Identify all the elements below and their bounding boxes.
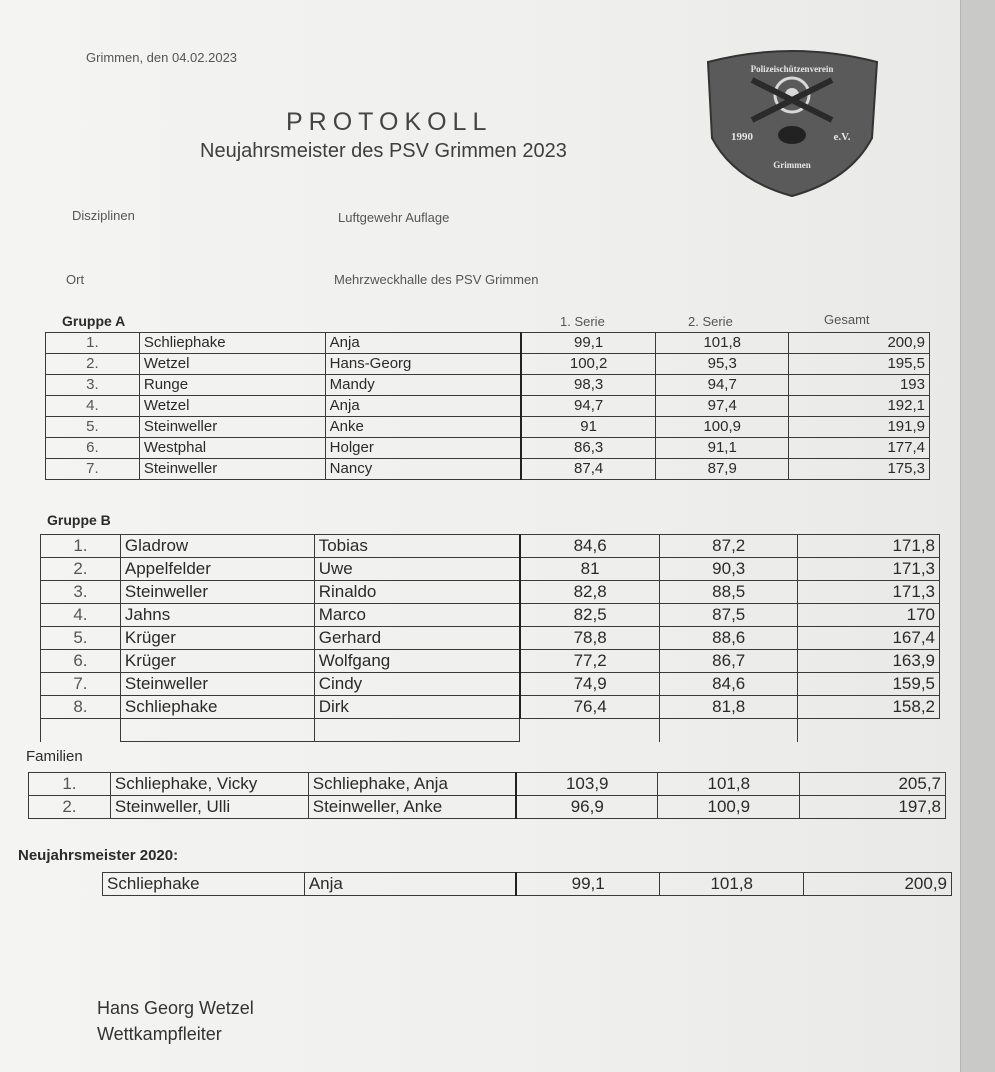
serie2-cell: 84,6 (660, 673, 798, 696)
serie2-cell: 88,5 (660, 581, 798, 604)
serie1-cell: 84,6 (520, 535, 660, 558)
logo-top-text: Polizeischützenverein (750, 64, 834, 74)
first-name-cell: Anja (325, 333, 521, 354)
table-row (46, 438, 930, 459)
table-row (29, 773, 946, 796)
last-name-cell: Steinweller, Ulli (110, 796, 308, 819)
table-row (41, 604, 940, 627)
empty-cell (314, 719, 520, 742)
group-a-title: Gruppe A (62, 313, 126, 329)
last-name-cell: Steinweller (139, 459, 325, 480)
empty-cell (520, 719, 660, 742)
table-row (46, 396, 930, 417)
first-name-cell: Rinaldo (314, 581, 520, 604)
total-cell: 197,8 (800, 796, 946, 819)
champion-title: Neujahrsmeister 2020: (18, 847, 179, 864)
champion-serie1: 99,1 (516, 873, 660, 896)
serie1-cell: 96,9 (516, 796, 658, 819)
club-logo (700, 40, 885, 200)
serie1-cell: 76,4 (520, 696, 660, 719)
families-title: Familien (26, 748, 83, 765)
last-name-cell: Steinweller (139, 417, 325, 438)
serie1-cell: 103,9 (516, 773, 658, 796)
serie2-cell: 95,3 (656, 354, 789, 375)
last-name-cell: Schliephake (120, 696, 314, 719)
table-row (46, 333, 930, 354)
serie2-cell: 81,8 (660, 696, 798, 719)
document-subtitle: Neujahrsmeister des PSV Grimmen 2023 (200, 140, 567, 162)
group-b-title: Gruppe B (47, 512, 111, 528)
last-name-cell: Westphal (139, 438, 325, 459)
last-name-cell: Appelfelder (120, 558, 314, 581)
empty-cell (798, 719, 940, 742)
first-name-cell: Nancy (325, 459, 521, 480)
table-row (29, 796, 946, 819)
serie1-cell: 91 (521, 417, 656, 438)
last-name-cell: Wetzel (139, 396, 325, 417)
serie2-cell: 97,4 (656, 396, 789, 417)
serie2-cell: 100,9 (658, 796, 800, 819)
last-name-cell: Runge (139, 375, 325, 396)
first-name-cell: Anke (325, 417, 521, 438)
table-row (46, 417, 930, 438)
rank-cell: 3. (46, 375, 140, 396)
rank-cell: 6. (41, 650, 121, 673)
first-name-cell: Holger (325, 438, 521, 459)
champion-first-name: Anja (304, 873, 516, 896)
last-name-cell: Schliephake, Vicky (110, 773, 308, 796)
total-cell: 171,8 (798, 535, 940, 558)
first-name-cell: Marco (314, 604, 520, 627)
last-name-cell: Steinweller (120, 673, 314, 696)
group-a-table (45, 332, 930, 480)
col-serie1-header: 1. Serie (560, 314, 605, 329)
table-row (46, 459, 930, 480)
serie1-cell: 82,5 (520, 604, 660, 627)
date-line: Grimmen, den 04.02.2023 (86, 50, 238, 65)
first-name-cell: Schliephake, Anja (308, 773, 516, 796)
group-b-table (40, 534, 940, 742)
logo-city: Grimmen (773, 160, 811, 170)
rank-cell: 6. (46, 438, 140, 459)
last-name-cell: Steinweller (120, 581, 314, 604)
table-row (41, 673, 940, 696)
last-name-cell: Schliephake (139, 333, 325, 354)
champion-last-name: Schliephake (103, 873, 305, 896)
rank-cell: 4. (41, 604, 121, 627)
serie1-cell: 100,2 (521, 354, 656, 375)
logo-ev: e.V. (833, 131, 851, 143)
total-cell: 171,3 (798, 581, 940, 604)
serie2-cell: 100,9 (656, 417, 789, 438)
rank-cell: 1. (46, 333, 140, 354)
rank-cell: 1. (41, 535, 121, 558)
discipline-label: Disziplinen (72, 208, 135, 223)
total-cell: 159,5 (798, 673, 940, 696)
table-row (46, 375, 930, 396)
serie1-cell: 81 (520, 558, 660, 581)
first-name-cell: Gerhard (314, 627, 520, 650)
place-value: Mehrzweckhalle des PSV Grimmen (334, 272, 539, 287)
total-cell: 192,1 (789, 396, 930, 417)
total-cell: 158,2 (798, 696, 940, 719)
serie1-cell: 86,3 (521, 438, 656, 459)
table-row (41, 650, 940, 673)
serie2-cell: 86,7 (660, 650, 798, 673)
first-name-cell: Hans-Georg (325, 354, 521, 375)
place-label: Ort (66, 272, 85, 287)
last-name-cell: Wetzel (139, 354, 325, 375)
table-row (41, 581, 940, 604)
rank-cell: 3. (41, 581, 121, 604)
empty-cell (660, 719, 798, 742)
serie2-cell: 91,1 (656, 438, 789, 459)
rank-cell: 1. (29, 773, 111, 796)
table-row (41, 535, 940, 558)
serie1-cell: 74,9 (520, 673, 660, 696)
col-total-header: Gesamt (824, 312, 870, 327)
total-cell: 191,9 (789, 417, 930, 438)
total-cell: 200,9 (789, 333, 930, 354)
first-name-cell: Uwe (314, 558, 520, 581)
total-cell: 175,3 (789, 459, 930, 480)
first-name-cell: Steinweller, Anke (308, 796, 516, 819)
table-row (41, 627, 940, 650)
table-row (41, 558, 940, 581)
families-table (28, 772, 946, 819)
serie2-cell: 87,5 (660, 604, 798, 627)
serie2-cell: 90,3 (660, 558, 798, 581)
serie2-cell: 87,9 (656, 459, 789, 480)
serie1-cell: 78,8 (520, 627, 660, 650)
discipline-value: Luftgewehr Auflage (338, 210, 450, 225)
signature-role: Wettkampfleiter (97, 1024, 222, 1044)
rank-cell: 2. (46, 354, 140, 375)
serie1-cell: 98,3 (521, 375, 656, 396)
champion-row (103, 873, 952, 896)
total-cell: 171,3 (798, 558, 940, 581)
champion-serie2: 101,8 (660, 873, 804, 896)
serie2-cell: 101,8 (658, 773, 800, 796)
last-name-cell: Gladrow (120, 535, 314, 558)
empty-cell (120, 719, 314, 742)
serie2-cell: 101,8 (656, 333, 789, 354)
empty-row (41, 719, 940, 742)
total-cell: 167,4 (798, 627, 940, 650)
rank-cell: 5. (46, 417, 140, 438)
serie2-cell: 94,7 (656, 375, 789, 396)
serie1-cell: 82,8 (520, 581, 660, 604)
rank-cell: 2. (29, 796, 111, 819)
serie1-cell: 77,2 (520, 650, 660, 673)
last-name-cell: Krüger (120, 627, 314, 650)
document-title: PROTOKOLL (286, 108, 493, 136)
first-name-cell: Wolfgang (314, 650, 520, 673)
serie1-cell: 94,7 (521, 396, 656, 417)
table-row (41, 696, 940, 719)
total-cell: 193 (789, 375, 930, 396)
total-cell: 205,7 (800, 773, 946, 796)
total-cell: 163,9 (798, 650, 940, 673)
serie1-cell: 99,1 (521, 333, 656, 354)
serie1-cell: 87,4 (521, 459, 656, 480)
empty-cell (41, 719, 121, 742)
rank-cell: 8. (41, 696, 121, 719)
rank-cell: 2. (41, 558, 121, 581)
rank-cell: 4. (46, 396, 140, 417)
total-cell: 170 (798, 604, 940, 627)
first-name-cell: Dirk (314, 696, 520, 719)
serie2-cell: 88,6 (660, 627, 798, 650)
rank-cell: 7. (46, 459, 140, 480)
first-name-cell: Anja (325, 396, 521, 417)
logo-year: 1990 (731, 131, 753, 143)
champion-total: 200,9 (804, 873, 952, 896)
first-name-cell: Tobias (314, 535, 520, 558)
champion-table (102, 872, 952, 896)
signature-name: Hans Georg Wetzel (97, 998, 254, 1018)
first-name-cell: Cindy (314, 673, 520, 696)
first-name-cell: Mandy (325, 375, 521, 396)
total-cell: 195,5 (789, 354, 930, 375)
serie2-cell: 87,2 (660, 535, 798, 558)
last-name-cell: Jahns (120, 604, 314, 627)
table-row (46, 354, 930, 375)
total-cell: 177,4 (789, 438, 930, 459)
rank-cell: 7. (41, 673, 121, 696)
col-serie2-header: 2. Serie (688, 314, 733, 329)
last-name-cell: Krüger (120, 650, 314, 673)
rank-cell: 5. (41, 627, 121, 650)
